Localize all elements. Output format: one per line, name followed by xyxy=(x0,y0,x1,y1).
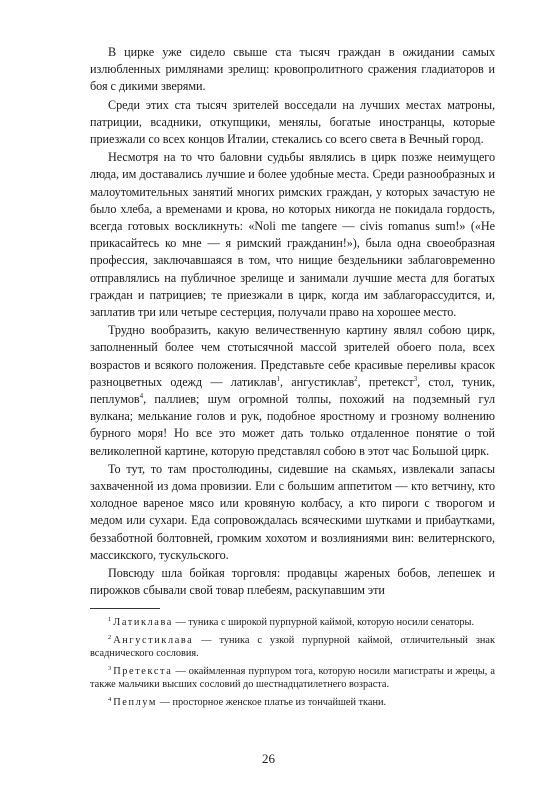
footnote-mark[interactable]: 2 xyxy=(354,374,358,383)
footnote-mark[interactable]: 1 xyxy=(276,374,280,383)
footnote-term: Пеплум xyxy=(113,696,158,708)
footnote-text: — окаймленная пурпуром тога, которую носили магистраты и жрецы, а также мальчики высших сословий до шестнадцатилетнего возраста. xyxy=(90,665,495,690)
footnote xyxy=(90,693,495,709)
footnote-number: 4 xyxy=(108,695,112,703)
paragraph: Повсюду шла бойкая торговля: продавцы жареных бобов, лепешек и пирожков сбывали свой товар плебеям, раскупавшим эти xyxy=(90,566,495,598)
page-body xyxy=(90,44,495,711)
footnote-number: 1 xyxy=(108,615,112,623)
paragraph: Несмотря на то что баловни судьбы являлись в цирк позже неимущего люда, им доставались лучшие и более удобные места. Среди разнообразных и малоутомительных занятий многих римских граждан, у которых зачастую не было хлеба, а временами и крова, но которых никогда не покидала гордость, всегда готовых воскликнуть: «Noli me tangere — civis romanus sum!» («Не прикасайтесь ко мне — я римский гражданин!»), была одна своеобразная профессия, заключавшаяся в том, что нищие бездельники заблаговременно отправлялись на публичное зрелище и занимали лучшие места для богатых граждан и патрициев; те приезжали в цирк, когда им заблагорассудится, и, заплатив три или четыре сестерция, получали право на хорошее место. xyxy=(90,150,495,320)
paragraph-text: , ангустиклав xyxy=(280,374,355,389)
footnote-mark[interactable]: 3 xyxy=(413,374,418,383)
paragraph: Среди этих ста тысяч зрителей восседали на лучших местах матроны, патриции, всадники, откупщики, менялы, богатые иностранцы, которые приезжали со всех концов Италии, стекались со всего света в Вечный город. xyxy=(90,97,495,147)
paragraph: В цирке уже сидело свыше ста тысяч граждан в ожидании самых излюбленных римлянами зрелищ: кровопролитного сражения гладиаторов и боя с дикими зверями. xyxy=(90,45,495,94)
paragraph-text: , стол, туник, пеплумов xyxy=(90,374,495,407)
footnote-text: — туника с узкой пурпурной каймой, отличительный знак всаднического сословия. xyxy=(90,634,495,659)
footnote-number: 2 xyxy=(108,633,112,641)
paragraph: То тут, то там простолюдины, сидевшие на скамьях, извлекали запасы захваченной из дома провизии. Ели с большим аппетитом — кто ветчину, кто холодное вареное мясо или кровяную колбасу, а кто пироги с творогом и медом или сухари. Еда сопровождалась всяческими шутками и прибаутками, беззаботной болтовней, громким хохотом и возлияниями вин: велитернского, массикского, тускульского. xyxy=(90,461,495,562)
footnote-term: Латиклава xyxy=(113,616,173,628)
paragraph-text: Трудно вообразить, какую величественную картину являл собою цирк, заполненный более чем стотысячной массой зрителей обоего пола, всех возрастов и всякого положения. Представьте себе красивые переливы красок разноцветных одежд — латиклав xyxy=(90,323,495,389)
footnote-term: Ангустиклава xyxy=(113,634,194,646)
footnote xyxy=(90,631,495,660)
footnote-number: 3 xyxy=(108,664,112,672)
page-number: 26 xyxy=(262,751,275,766)
footnote xyxy=(90,613,495,629)
footnote xyxy=(90,662,495,691)
footnote-term: Претекста xyxy=(113,665,173,677)
footnote-text: — туника с широкой пурпурной каймой, которую носили сенаторы. xyxy=(172,616,475,628)
paragraph-text: , паллиев; шум огромной толпы, похожий на подземный гул вулкана; мелькание голов и рук, подобное яростному и грозному волнению бурного моря! Но все это может дать только отдаленное понятие о той великолепной картине, которую представлял собою в этот час Большой цирк. xyxy=(90,392,495,458)
footnote-text: — просторное женское платье из тончайшей ткани. xyxy=(157,696,387,708)
paragraph-with-footnote-marks xyxy=(90,322,495,460)
paragraph-text: , претекст xyxy=(357,374,414,389)
footnote-divider xyxy=(90,608,160,609)
footnote-mark[interactable]: 4 xyxy=(139,392,144,401)
